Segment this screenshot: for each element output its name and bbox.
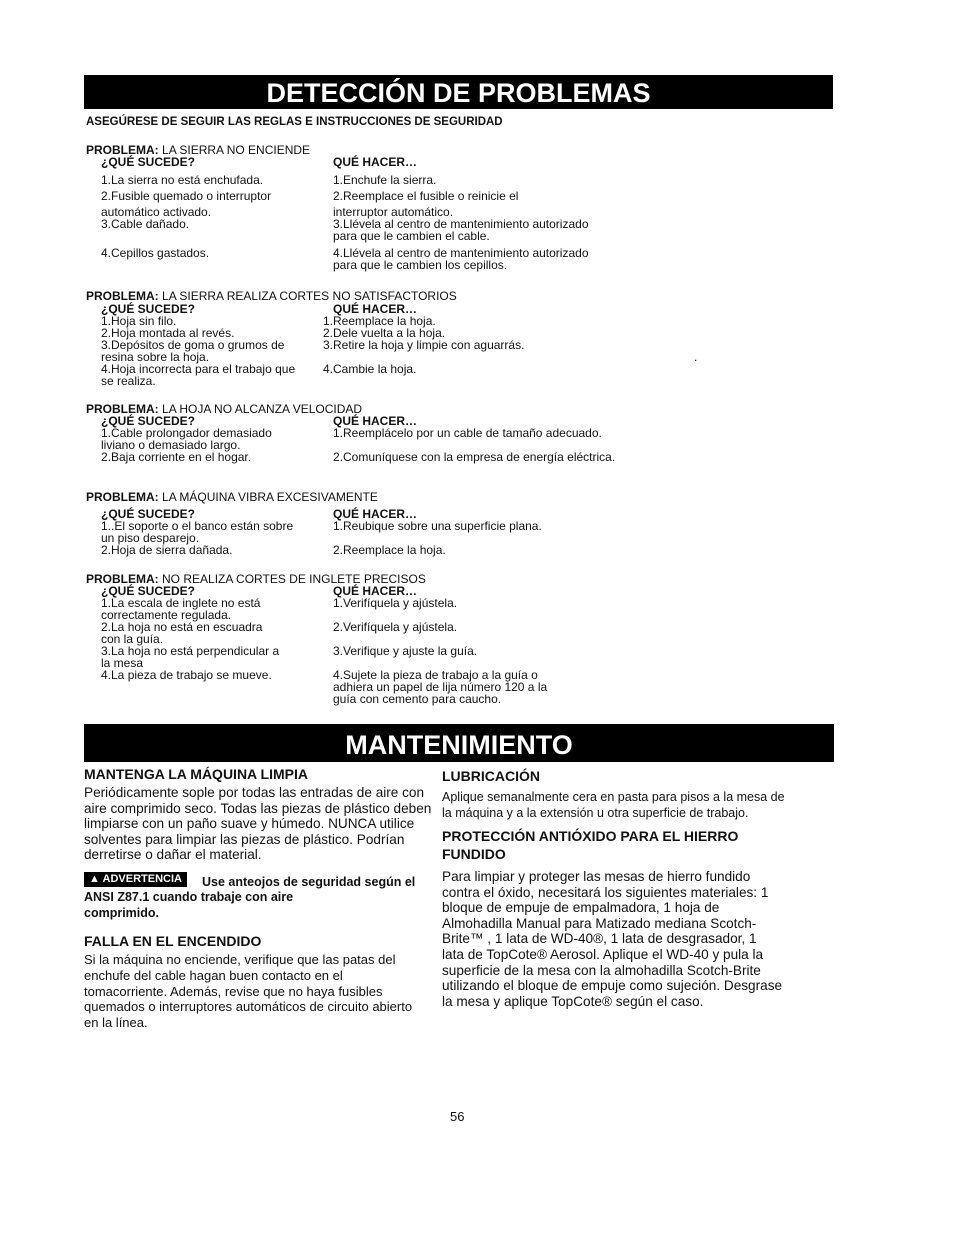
text-line: utilizando el bloque de empuje como sujeción. Desgrase [442, 978, 783, 994]
text-line: solventes para limpiar las piezas de plástico. Podrían [84, 831, 405, 847]
heading-line: FUNDIDO [442, 846, 506, 862]
problem-label: PROBLEMA: [86, 143, 159, 157]
text-line: Brite™ , 1 lata de WD-40®, 1 lata de desgrasador, 1 [442, 931, 757, 947]
text-line: Almohadilla Manual para Matizado mediana Scotch- [442, 915, 757, 931]
problem-1-solution: interruptor automático. [333, 205, 454, 219]
problem-label: PROBLEMA: [86, 289, 159, 303]
text-line: Periódicamente sople por todas las entradas de aire con [84, 785, 425, 800]
text-line: lata de TopCote® Aerosol. Aplique el WD-40 y pula la [442, 946, 764, 962]
a-header: QUÉ HACER… [333, 507, 418, 521]
rust-protection-text [442, 869, 822, 1009]
warning-text-line: ANSI Z87.1 cuando trabaje con aire [84, 890, 294, 904]
q-header: ¿QUÉ SUCEDE? [101, 507, 196, 521]
problem-4-cause: 2.Hoja de sierra dañada. [101, 543, 233, 557]
problem-3-cause: 1.Cable prolongador demasiado [101, 426, 272, 440]
problem-2-solution: 1.Reemplace la hoja. [323, 314, 436, 328]
warning-badge-label: ADVERTENCIA [102, 873, 182, 885]
problem-1-solution: 3.Llévela al centro de mantenimiento autorizado [333, 217, 589, 231]
problem-4-solution: 2.Reemplace la hoja. [333, 543, 446, 557]
text-line: superficie de la mesa con la almohadilla Scotch-Brite [442, 962, 761, 978]
problem-4-solution: 1.Reubique sobre una superficie plana. [333, 519, 542, 533]
problem-1-cause: automático activado. [101, 205, 212, 219]
safety-note: ASEGÚRESE DE SEGUIR LAS REGLAS E INSTRUCCIONES DE SEGURIDAD [86, 116, 503, 128]
problem-3-title: LA HOJA NO ALCANZA VELOCIDAD [162, 402, 363, 416]
warning-badge [84, 872, 187, 887]
problem-2-solution: 3.Retire la hoja y limpie con aguarrás. [323, 338, 525, 352]
lubrication-text [442, 790, 822, 822]
text-line: en la línea. [84, 1015, 148, 1031]
warning-text-line: comprimido. [84, 906, 160, 920]
clean-machine-heading: MANTENGA LA MÁQUINA LIMPIA [84, 766, 308, 782]
problem-1-solution: 4.Llévela al centro de mantenimiento autorizado [333, 246, 589, 260]
problem-4-cause: un piso desparejo. [101, 531, 200, 545]
problem-5-cause: correctamente regulada. [101, 608, 232, 622]
problem-5-cause: 1.La escala de inglete no está [101, 596, 261, 610]
a-header: QUÉ HACER… [333, 584, 418, 598]
problem-1-solution: para que le cambien el cable. [333, 229, 490, 243]
text-line: Aplique semanalmente cera en pasta para pisos a la mesa de [442, 790, 785, 804]
problem-4-title: LA MÁQUINA VIBRA EXCESIVAMENTE [162, 490, 378, 504]
text-line: derretirse o dañar el material. [84, 847, 262, 863]
power-failure-text [84, 952, 444, 1031]
problem-2-cause: se realiza. [101, 374, 156, 388]
problem-2-cause: 4.Hoja incorrecta para el trabajo que [101, 362, 296, 376]
q-header: ¿QUÉ SUCEDE? [101, 414, 196, 428]
problem-5-solution: 2.Verifíquela y ajústela. [333, 620, 458, 634]
a-header: QUÉ HACER… [333, 414, 418, 428]
problem-1-cause: 2.Fusible quemado o interruptor [101, 189, 272, 203]
troubleshooting-title: DETECCIÓN DE PROBLEMAS [84, 75, 833, 109]
warning-triangle-icon: ▲ [89, 873, 100, 885]
lubrication-heading: LUBRICACIÓN [442, 768, 540, 784]
problem-4-cause: 1..El soporte o el banco están sobre [101, 519, 294, 533]
problem-3-solution: 2.Comuníquese con la empresa de energía eléctrica. [333, 450, 616, 464]
problem-1-solution: 2.Reemplace el fusible o reinicie el [333, 189, 519, 203]
q-header: ¿QUÉ SUCEDE? [101, 155, 196, 169]
text-line: Para limpiar y proteger las mesas de hierro fundido [442, 869, 751, 884]
problem-2-solution: 2.Dele vuelta a la hoja. [323, 326, 446, 340]
problem-2-cause: 2.Hoja montada al revés. [101, 326, 235, 340]
clean-machine-text [84, 785, 444, 863]
text-line: aire comprimido seco. Todas las piezas de plástico deben [84, 800, 432, 816]
a-header: QUÉ HACER… [333, 302, 418, 316]
text-line: enchufe del cable hagan buen contacto en el [84, 967, 343, 983]
problem-2-heading [86, 290, 457, 302]
problem-1-cause: 4.Cepillos gastados. [101, 246, 210, 260]
text-line: bloque de empuje de empalmadora, 1 hoja de [442, 900, 720, 916]
problem-2-cause: 3.Depósitos de goma o grumos de [101, 338, 285, 352]
problem-5-cause: 4.La pieza de trabajo se mueve. [101, 668, 272, 682]
q-header: ¿QUÉ SUCEDE? [101, 302, 196, 316]
rust-protection-heading [442, 827, 738, 863]
warning-text-line: Use anteojos de seguridad según el [202, 875, 416, 889]
problem-label: PROBLEMA: [86, 402, 159, 416]
problem-2-solution: 4.Cambie la hoja. [323, 362, 417, 376]
text-line: limpiarse con un paño suave y húmedo. NUNCA utilice [84, 816, 415, 832]
problem-1-cause: 1.La sierra no está enchufada. [101, 173, 264, 187]
problem-3-cause: 2.Baja corriente en el hogar. [101, 450, 252, 464]
problem-5-cause: la mesa [101, 656, 144, 670]
problem-5-solution: guía con cemento para caucho. [333, 692, 502, 706]
stray-dot: . [694, 350, 698, 364]
warning-block [84, 869, 187, 887]
page-number: 56 [450, 1109, 465, 1124]
text-line: la máquina y a la extensión u otra superficie de trabajo. [442, 805, 749, 820]
problem-1-cause: 3.Cable dañado. [101, 217, 190, 231]
power-failure-heading: FALLA EN EL ENCENDIDO [84, 933, 262, 949]
problem-3-solution: 1.Reemplácelo por un cable de tamaño adecuado. [333, 426, 602, 440]
maintenance-title: MANTENIMIENTO [84, 724, 834, 762]
problem-5-solution: 1.Verifíquela y ajústela. [333, 596, 458, 610]
q-header: ¿QUÉ SUCEDE? [101, 584, 196, 598]
problem-5-solution: adhiera un papel de lija número 120 a la [333, 680, 548, 694]
problem-1-solution: 1.Enchufe la sierra. [333, 173, 437, 187]
problem-label: PROBLEMA: [86, 572, 159, 586]
problem-5-cause: con la guía. [101, 632, 164, 646]
problem-label: PROBLEMA: [86, 490, 159, 504]
text-line: Si la máquina no enciende, verifique que las patas del [84, 952, 396, 967]
problem-5-cause: 3.La hoja no está perpendicular a [101, 644, 280, 658]
problem-5-solution: 3.Verifique y ajuste la guía. [333, 644, 478, 658]
problem-3-cause: liviano o demasiado largo. [101, 438, 241, 452]
heading-line: PROTECCIÓN ANTIÓXIDO PARA EL HIERRO [442, 828, 739, 844]
problem-2-cause: resina sobre la hoja. [101, 350, 210, 364]
text-line: quemados o interruptores automáticos de circuito abierto [84, 999, 413, 1015]
text-line: la mesa y aplique TopCote® según el caso. [442, 993, 704, 1009]
problem-2-cause: 1.Hoja sin filo. [101, 314, 177, 328]
problem-1-solution: para que le cambien los cepillos. [333, 258, 508, 272]
problem-5-solution: 4.Sujete la pieza de trabajo a la guía o [333, 668, 538, 682]
problem-5-cause: 2.La hoja no está en escuadra [101, 620, 263, 634]
a-header: QUÉ HACER… [333, 155, 418, 169]
problem-2-title: LA SIERRA REALIZA CORTES NO SATISFACTORIOS [162, 289, 457, 303]
problem-4-heading [86, 491, 378, 503]
problem-5-title: NO REALIZA CORTES DE INGLETE PRECISOS [162, 572, 426, 586]
text-line: contra el óxido, necesitará los siguientes materiales: 1 [442, 884, 769, 900]
text-line: tomacorriente. Además, revise que no haya fusibles [84, 983, 383, 999]
problem-1-title: LA SIERRA NO ENCIENDE [162, 143, 311, 157]
